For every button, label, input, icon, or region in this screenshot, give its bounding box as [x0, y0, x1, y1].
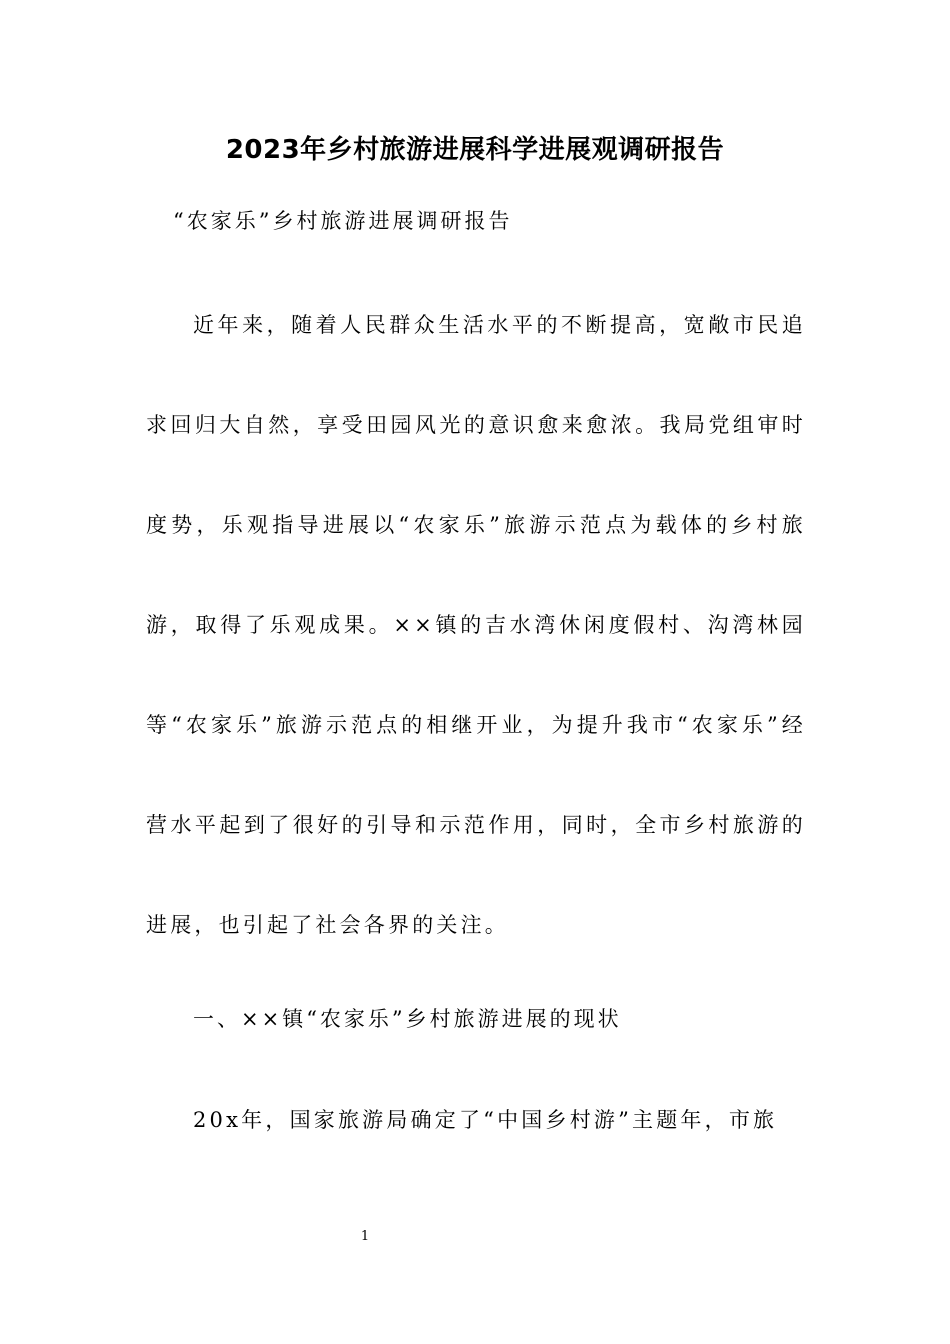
section-heading: 一、××镇“农家乐”乡村旅游进展的现状 [193, 1007, 622, 1031]
page-number: 1 [360, 1229, 370, 1244]
body-paragraph: 近年来，随着人民群众生活水平的不断提高，宽敞市民追求回归大自然，享受田园风光的意识愈来愈浓。我局党组审时度势，乐观指导进展以“农家乐”旅游示范点为载体的乡村旅游，取得了乐观成果。××镇的吉水湾休闲度假村、沟湾林园等“农家乐”旅游示范点的相继开业，为提升我市“农家乐”经营水平起到了很好的引导和示范作用，同时，全市乡村旅游的进展，也引起了社会各界的关注。 [146, 313, 806, 937]
document-subtitle: “农家乐”乡村旅游进展调研报告 [173, 209, 513, 233]
section-paragraph: 20x年，国家旅游局确定了“中国乡村游”主题年，市旅 [193, 1108, 778, 1132]
document-title: 2023年乡村旅游进展科学进展观调研报告 [225, 135, 725, 165]
